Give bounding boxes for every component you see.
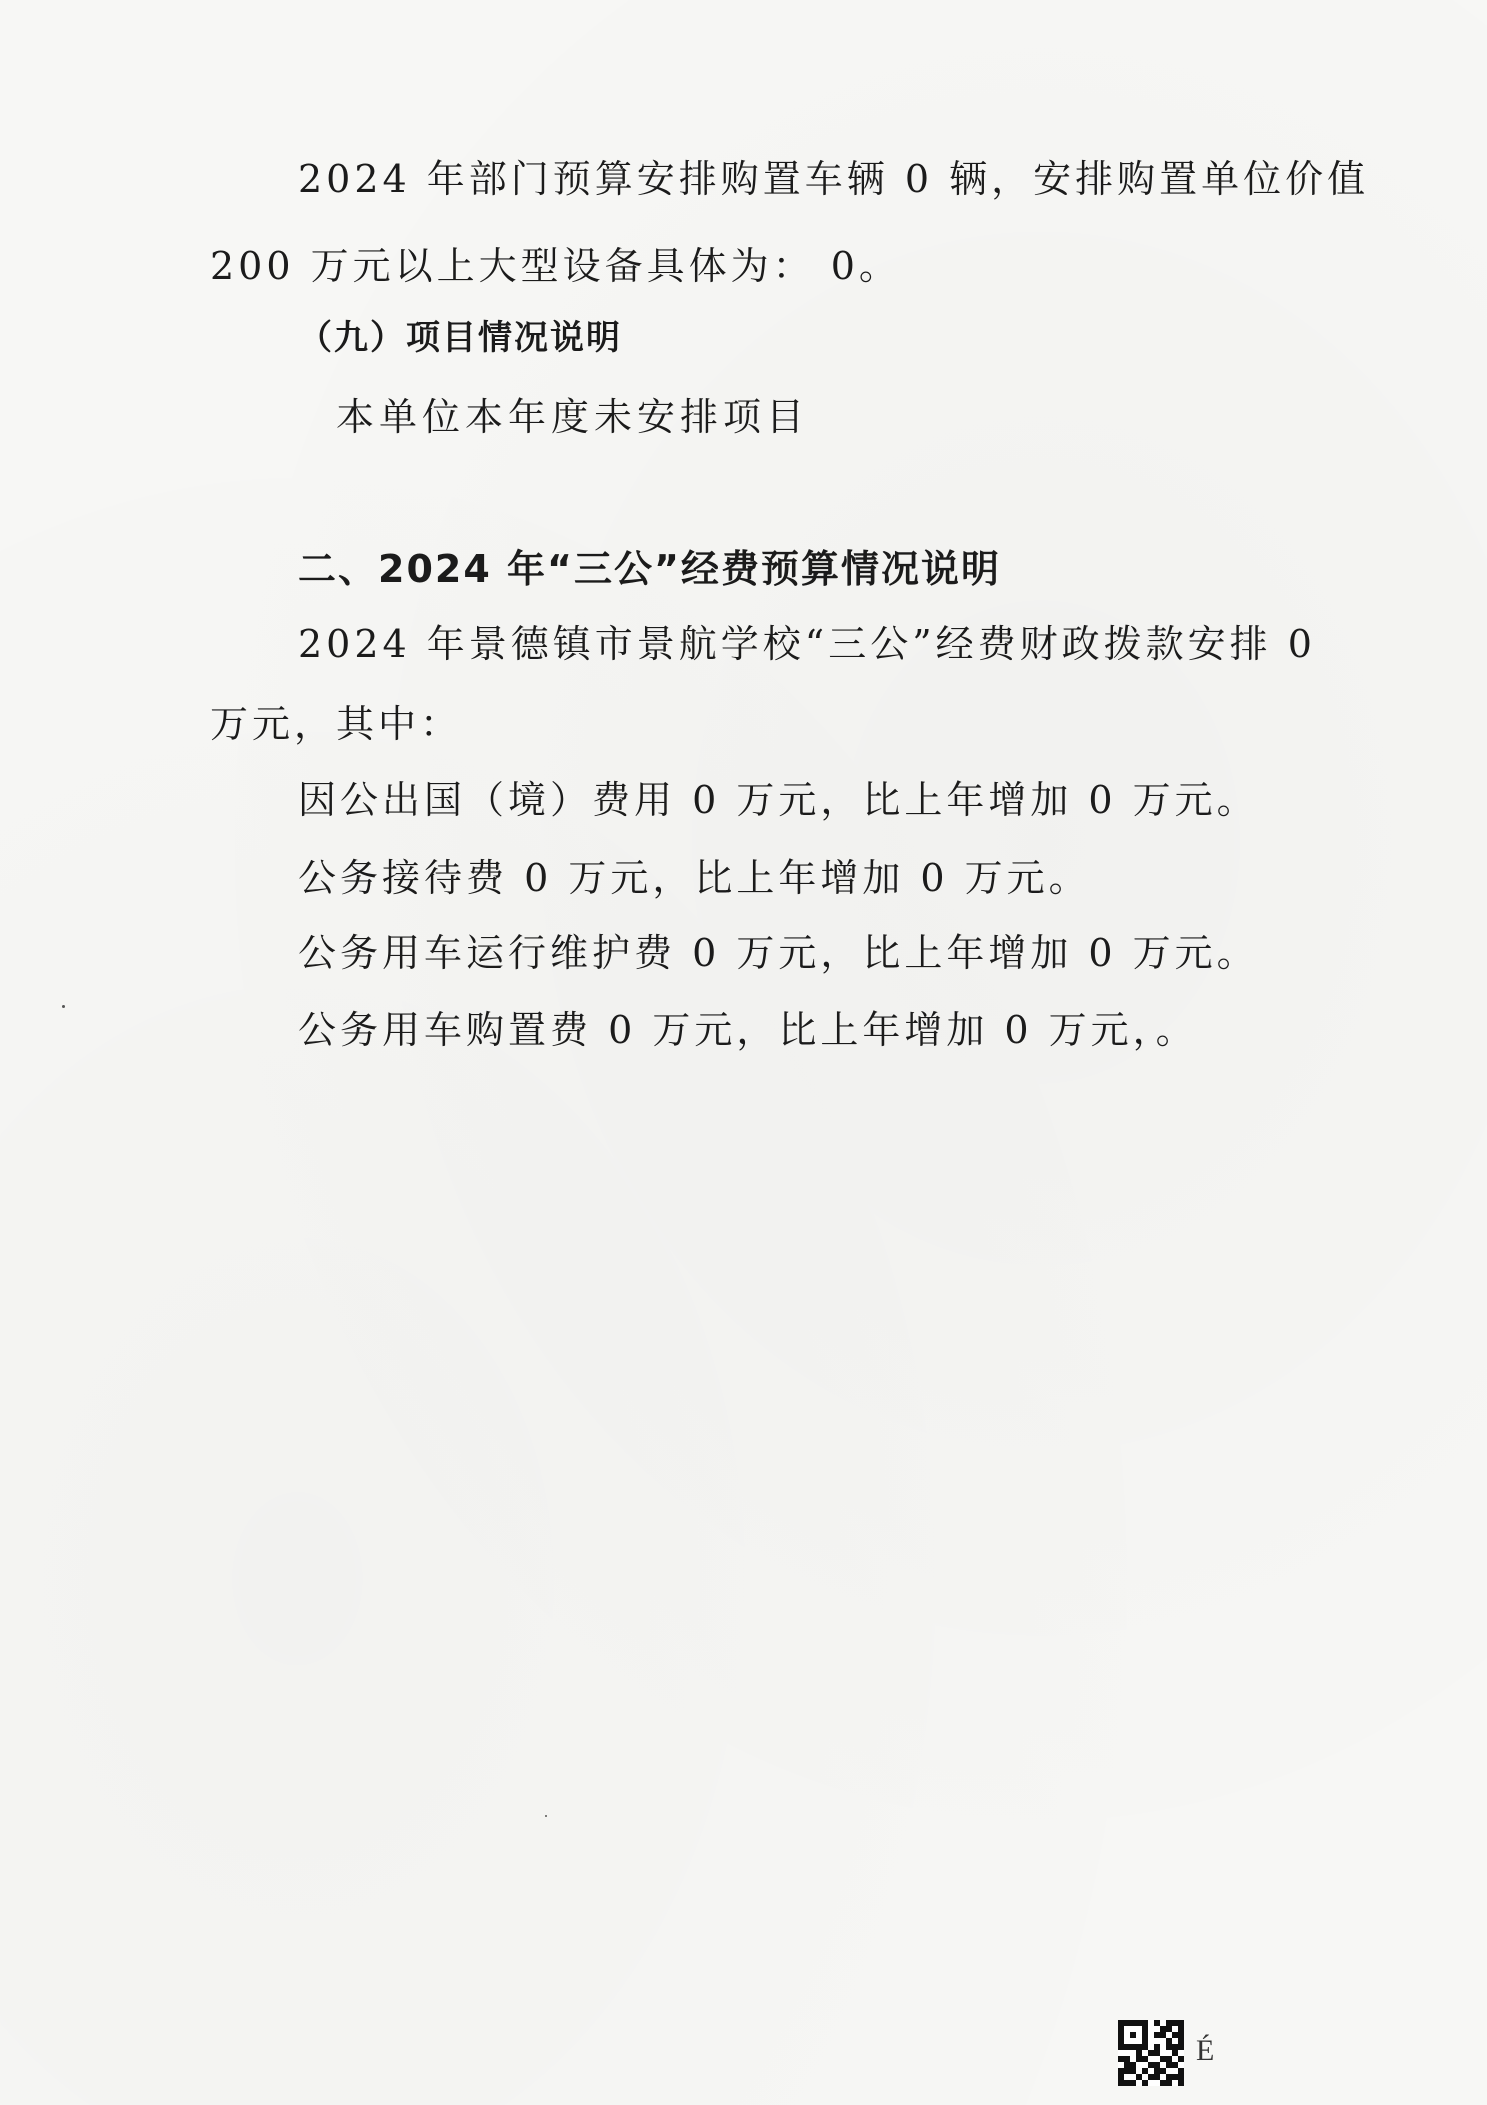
scan-speck	[62, 1005, 65, 1008]
footer-mark: É	[1196, 2034, 1215, 2067]
vehicle-purchase-line-1: 2024 年部门预算安排购置车辆 0 辆，安排购置单位价值	[298, 157, 1370, 201]
section-heading-two: 二、2024 年“三公”经费预算情况说明	[298, 547, 1001, 591]
qr-module	[1178, 2080, 1184, 2086]
expense-item-vehicle-maintenance: 公务用车运行维护费 0 万元，比上年增加 0 万元。	[298, 931, 1259, 975]
project-note: 本单位本年度未安排项目	[336, 395, 810, 439]
expense-item-vehicle-purchase: 公务用车购置费 0 万元，比上年增加 0 万元，。	[298, 1008, 1198, 1052]
expense-item-reception: 公务接待费 0 万元，比上年增加 0 万元。	[298, 856, 1091, 900]
vehicle-purchase-line-2: 200 万元以上大型设备具体为： 0。	[210, 244, 901, 288]
qr-code-icon	[1118, 2020, 1184, 2086]
three-public-line-1: 2024 年景德镇市景航学校“三公”经费财政拨款安排 0	[298, 622, 1316, 666]
scan-speck	[545, 1815, 547, 1817]
three-public-line-2: 万元，其中：	[210, 702, 463, 746]
section-heading-nine: （九）项目情况说明	[298, 318, 622, 358]
expense-item-overseas: 因公出国（境）费用 0 万元，比上年增加 0 万元。	[298, 778, 1259, 822]
